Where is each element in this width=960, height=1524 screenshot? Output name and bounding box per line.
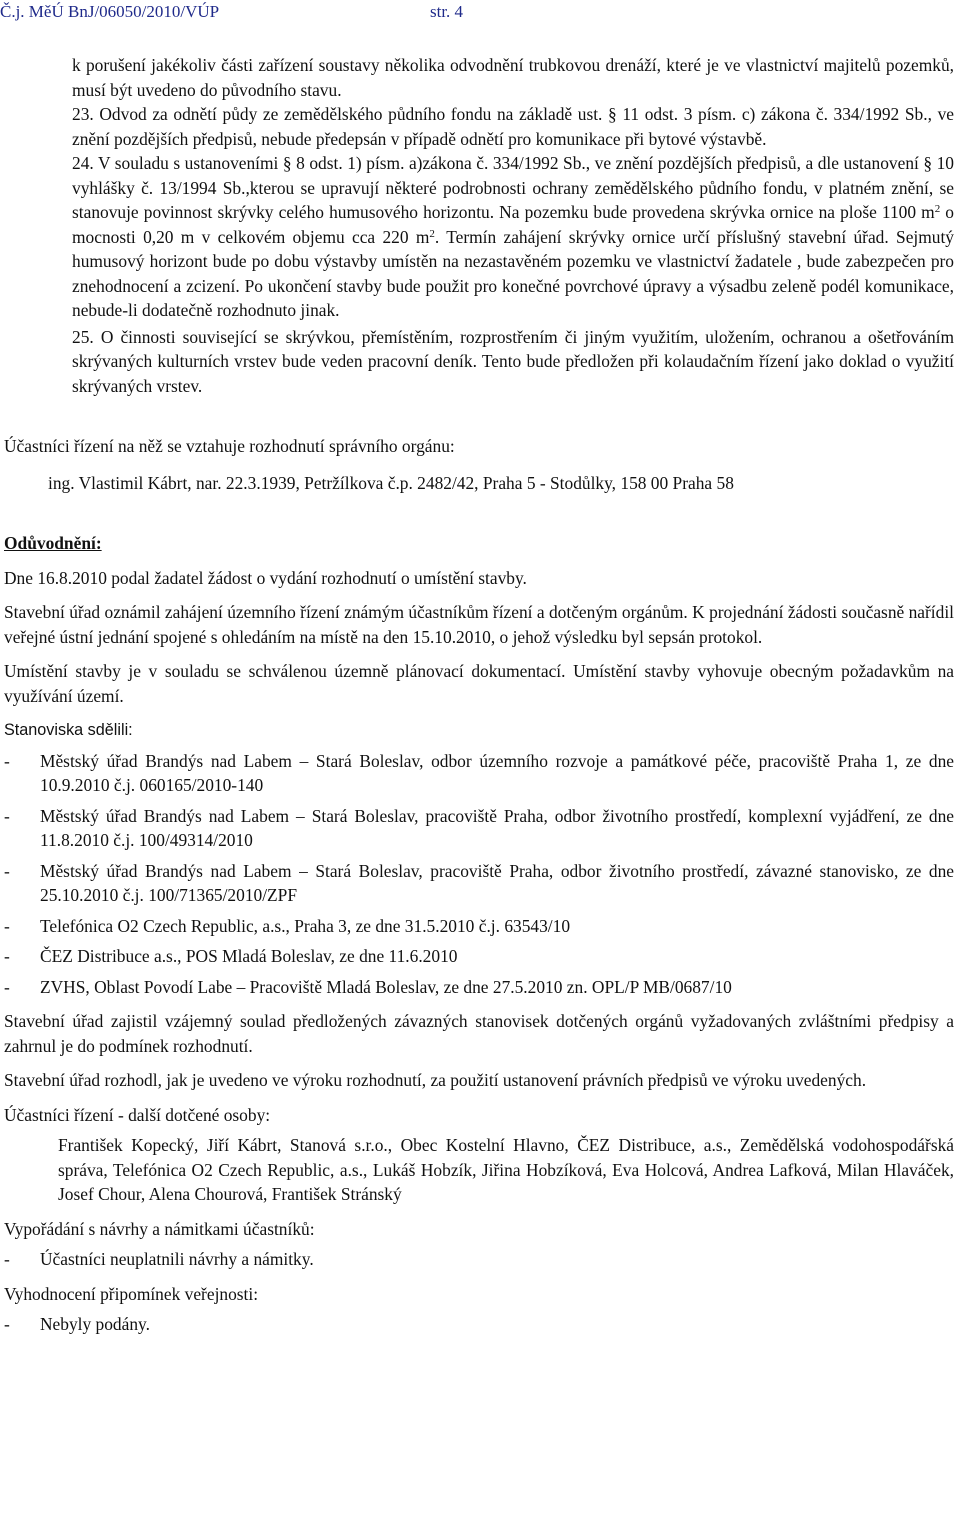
- public-comments-item: [4, 1312, 954, 1337]
- justification-p5: Stavební úřad rozhodl, jak je uvedeno ve výroku rozhodnutí, za použití ustanovení právních předpisů ve výroku uvedených.: [4, 1070, 867, 1090]
- list-dash: -: [4, 860, 10, 881]
- list-dash: -: [4, 976, 10, 997]
- other-participants-list: František Kopecký, Jiří Kábrt, Stanová s.r.o., Obec Kostelní Hlavno, ČEZ Distribuce, a.s., Zemědělská vodohospodářská správa, Telefónica O2 Czech Republic, a.s., Lukáš Hobzík, Jiřina Hobzíková, Eva Holcová, Andrea Lafková, Milan Hlaváček, Josef Chour, Alena Chourová, František Stránský: [58, 1135, 954, 1204]
- page-header: [0, 2, 960, 24]
- participant-entry: ing. Vlastimil Kábrt, nar. 22.3.1939, Petržílkova č.p. 2482/42, Praha 5 - Stodůlky, 158 00 Praha 58: [48, 472, 734, 493]
- justification-title: Odůvodnění:: [4, 533, 102, 553]
- opinion-text: Městský úřad Brandýs nad Labem – Stará Boleslav, pracoviště Praha, odbor životního prostředí, komplexní vyjádření, ze dne 11.8.2010 č.j. 100/49314/2010: [40, 805, 954, 850]
- document-reference: Č.j. MěÚ BnJ/06050/2010/VÚP: [0, 2, 220, 21]
- opinion-item: [4, 804, 954, 853]
- opinion-item: [4, 975, 954, 1000]
- other-participants-title: Účastníci řízení - další dotčené osoby:: [4, 1104, 271, 1125]
- justification-p3: Umístění stavby je v souladu se schválenou územně plánovací dokumentací. Umístění stavby vyhovuje obecným požadavkům na využívání území.: [4, 661, 954, 706]
- condition-24-text-a: 24. V souladu s ustanoveními § 8 odst. 1) písm. a)zákona č. 334/1992 Sb., ve znění pozdějších předpisů, a dle ustanovení § 10 vyhlášky č. 13/1994 Sb.,kterou se upravují některé podrobnosti ochrany zemědělského půdního fondu, v platném znění, se stanovuje povinnost skrývky celého humusového horizontu. Na pozemku bude provedena skrývka ornice na ploše 1100 m: [72, 153, 954, 222]
- list-dash: -: [4, 1314, 10, 1334]
- superscript: 2: [934, 203, 941, 215]
- justification-p1: Dne 16.8.2010 podal žadatel žádost o vydání rozhodnutí o umístění stavby.: [4, 567, 527, 588]
- opinions-title: Stanoviska sdělili:: [4, 721, 133, 739]
- justification-p2: Stavební úřad oznámil zahájení územního řízení známým účastníkům řízení a dotčeným orgánům. K projednání žádosti současně nařídil veřejné ústní jednání spojené s ohledáním na místě na den 15.10.2010, o jehož výsledku byl sepsán protokol.: [4, 602, 954, 647]
- list-dash: -: [4, 750, 10, 771]
- superscript: 2: [429, 227, 435, 240]
- document-body: [0, 53, 960, 1337]
- paragraph-continuation: k porušení jakékoliv části zařízení soustavy několika odvodnění trubkovou drenáží, které je ve vlastnictví majitelů pozemků, musí být uvedeno do původního stavu.: [72, 55, 954, 100]
- condition-25: 25. O činnosti související se skrývkou, přemístěním, rozprostřením či jiným využitím, uložením, ochranou a ošetřováním skrývaných kulturních vrstev bude veden pracovní deník. Tento bude předložen při kolaudačním řízení jako doklad o využití skrývaných vrstev.: [72, 326, 954, 396]
- condition-24-text-b: o mocnosti 0,20 m v celkovém objemu cca 220 m: [72, 202, 955, 247]
- justification-p4: Stavební úřad zajistil vzájemný soulad předložených závazných stanovisek dotčených orgánů vyžadovaných zvláštními předpisy a zahrnul je do podmínek rozhodnutí.: [4, 1011, 954, 1056]
- list-dash: -: [4, 915, 10, 936]
- opinion-text: Městský úřad Brandýs nad Labem – Stará Boleslav, odbor územního rozvoje a památkové péče, pracoviště Praha 1, ze dne 10.9.2010 č.j. 060165/2010-140: [40, 750, 954, 795]
- opinion-item: [4, 749, 954, 798]
- list-dash: -: [4, 805, 10, 826]
- opinion-item: [4, 944, 954, 969]
- opinion-text: Telefónica O2 Czech Republic, a.s., Praha 3, ze dne 31.5.2010 č.j. 63543/10: [40, 915, 571, 936]
- opinion-text: Městský úřad Brandýs nad Labem – Stará Boleslav, pracoviště Praha, odbor životního prostředí, závazné stanovisko, ze dne 25.10.2010 č.j. 100/71365/2010/ZPF: [40, 860, 954, 905]
- condition-24: [72, 151, 954, 323]
- proposals-item: [4, 1247, 954, 1272]
- opinion-item: [4, 859, 954, 908]
- condition-23: 23. Odvod za odnětí půdy ze zemědělského půdního fondu na základě ust. § 11 odst. 3 písm. c) zákona č. 334/1992 Sb., ve znění pozdějších předpisů, nebude předepsán v případě odnětí pro komunikace při bytové výstavbě.: [72, 104, 954, 149]
- list-dash: -: [4, 1249, 10, 1269]
- proposals-text: Účastníci neuplatnili návrhy a námitky.: [40, 1249, 314, 1269]
- proposals-title: Vypořádání s návrhy a námitkami účastníků:: [4, 1218, 315, 1239]
- opinion-item: [4, 914, 954, 939]
- list-dash: -: [4, 946, 10, 966]
- participants-title: Účastníci řízení na něž se vztahuje rozhodnutí správního orgánu:: [4, 436, 455, 456]
- opinion-text: ČEZ Distribuce a.s., POS Mladá Boleslav, ze dne 11.6.2010: [40, 946, 458, 966]
- condition-24-text-c: . Termín zahájení skrývky ornice určí příslušný stavební úřad. Sejmutý humusový horizont bude po dobu výstavby umístěn na nezastavěném pozemku ve vlastnictví žadatele , bude zabezpečen pro znehodnocení a zcizení. Po ukončení stavby bude použit pro konečné povrchové úpravy a výsadbu zeleně podél komunikace, nebude-li dodatečně rozhodnuto jinak.: [72, 226, 954, 320]
- opinion-text: ZVHS, Oblast Povodí Labe – Pracoviště Mladá Boleslav, ze dne 27.5.2010 zn. OPL/P MB/0687/10: [40, 976, 732, 997]
- page-number: str. 4: [430, 2, 464, 21]
- public-comments-text: Nebyly podány.: [40, 1314, 150, 1334]
- public-comments-title: Vyhodnocení připomínek veřejnosti:: [4, 1283, 259, 1304]
